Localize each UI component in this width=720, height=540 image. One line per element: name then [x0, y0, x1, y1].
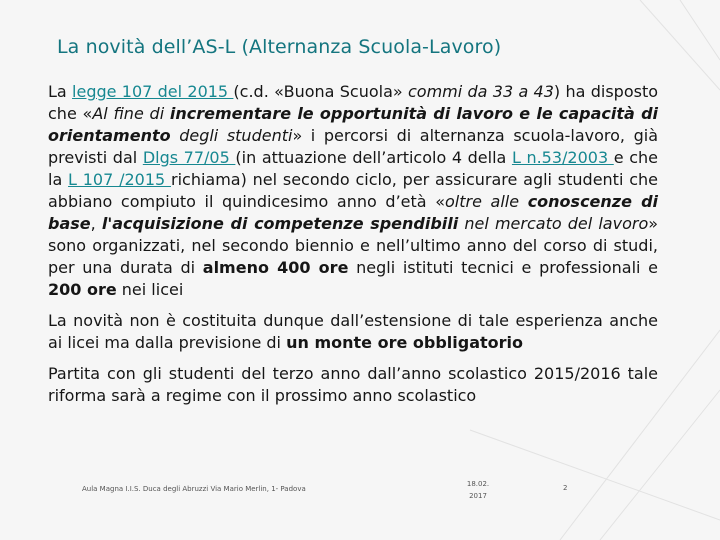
text-run: negli istituti tecnici e professionali e — [348, 258, 659, 277]
slide-body — [48, 81, 658, 416]
text-run: (in attuazione dell’articolo 4 della — [235, 148, 512, 167]
text-run-italic: oltre alle — [444, 192, 528, 211]
text-run-italic: degli studenti — [170, 126, 293, 145]
text-run: richiama) nel secondo ciclo, per assicurare agli studenti che abbiano compiuto il quindicesimo anno d’età « — [48, 170, 658, 211]
text-run: (c.d. «Buona Scuola» — [233, 82, 408, 101]
text-run: , — [90, 214, 102, 233]
text-run: La novità non è costituita dunque dall’estensione di tale esperienza anche ai licei ma dalla previsione di — [48, 311, 658, 352]
link-l-107-2015[interactable]: L 107 /2015 — [68, 170, 171, 189]
paragraph-timeline: Partita con gli studenti del terzo anno dall’anno scolastico 2015/2016 tale riforma sarà a regime con il prossimo anno scolastico — [48, 364, 658, 405]
text-run-italic: Al fine di — [92, 104, 170, 123]
text-run: e che la — [48, 148, 658, 189]
text-run: » sono organizzati, nel secondo biennio e nell’ultimo anno del corso di studi, per una durata di — [48, 214, 659, 277]
text-run: ) ha disposto che « — [48, 82, 659, 123]
text-run-italic: nel mercato del lavoro — [458, 214, 649, 233]
paragraph-novelty — [48, 310, 658, 354]
text-run: La — [48, 82, 73, 101]
text-run-bold: 200 ore — [48, 280, 117, 299]
text-run-bold: almeno 400 ore — [202, 258, 349, 277]
link-dlgs-77-05[interactable]: Dlgs 77/05 — [142, 148, 236, 167]
text-run: nei licei — [116, 280, 184, 299]
slide-number: 2 — [563, 484, 568, 492]
link-l-53-2003[interactable]: L n.53/2003 — [511, 148, 614, 167]
text-run: » i percorsi di alternanza scuola-lavoro, già previsti dal — [48, 126, 659, 167]
link-legge-107-2015[interactable]: legge 107 del 2015 — [72, 82, 234, 101]
paragraph-law-description — [48, 81, 658, 301]
text-run-bold-italic: conoscenze di base — [48, 192, 658, 233]
text-run-italic: commi da 33 a 43 — [408, 82, 554, 101]
text-run-bold-italic: l'acquisizione di competenze spendibili — [101, 214, 459, 233]
text-run-bold-italic: incrementare le opportunità di lavoro e le capacità di orientamento — [48, 104, 659, 145]
slide-title: La novità dell’AS-L (Alternanza Scuola-Lavoro) — [57, 36, 502, 58]
text-run-bold: un monte ore obbligatorio — [286, 333, 523, 352]
footer-date: 18.02.2017 — [466, 480, 490, 500]
footer-school: Aula Magna I.I.S. Duca degli Abruzzi Via Mario Merlin, 1- Padova — [82, 485, 306, 493]
